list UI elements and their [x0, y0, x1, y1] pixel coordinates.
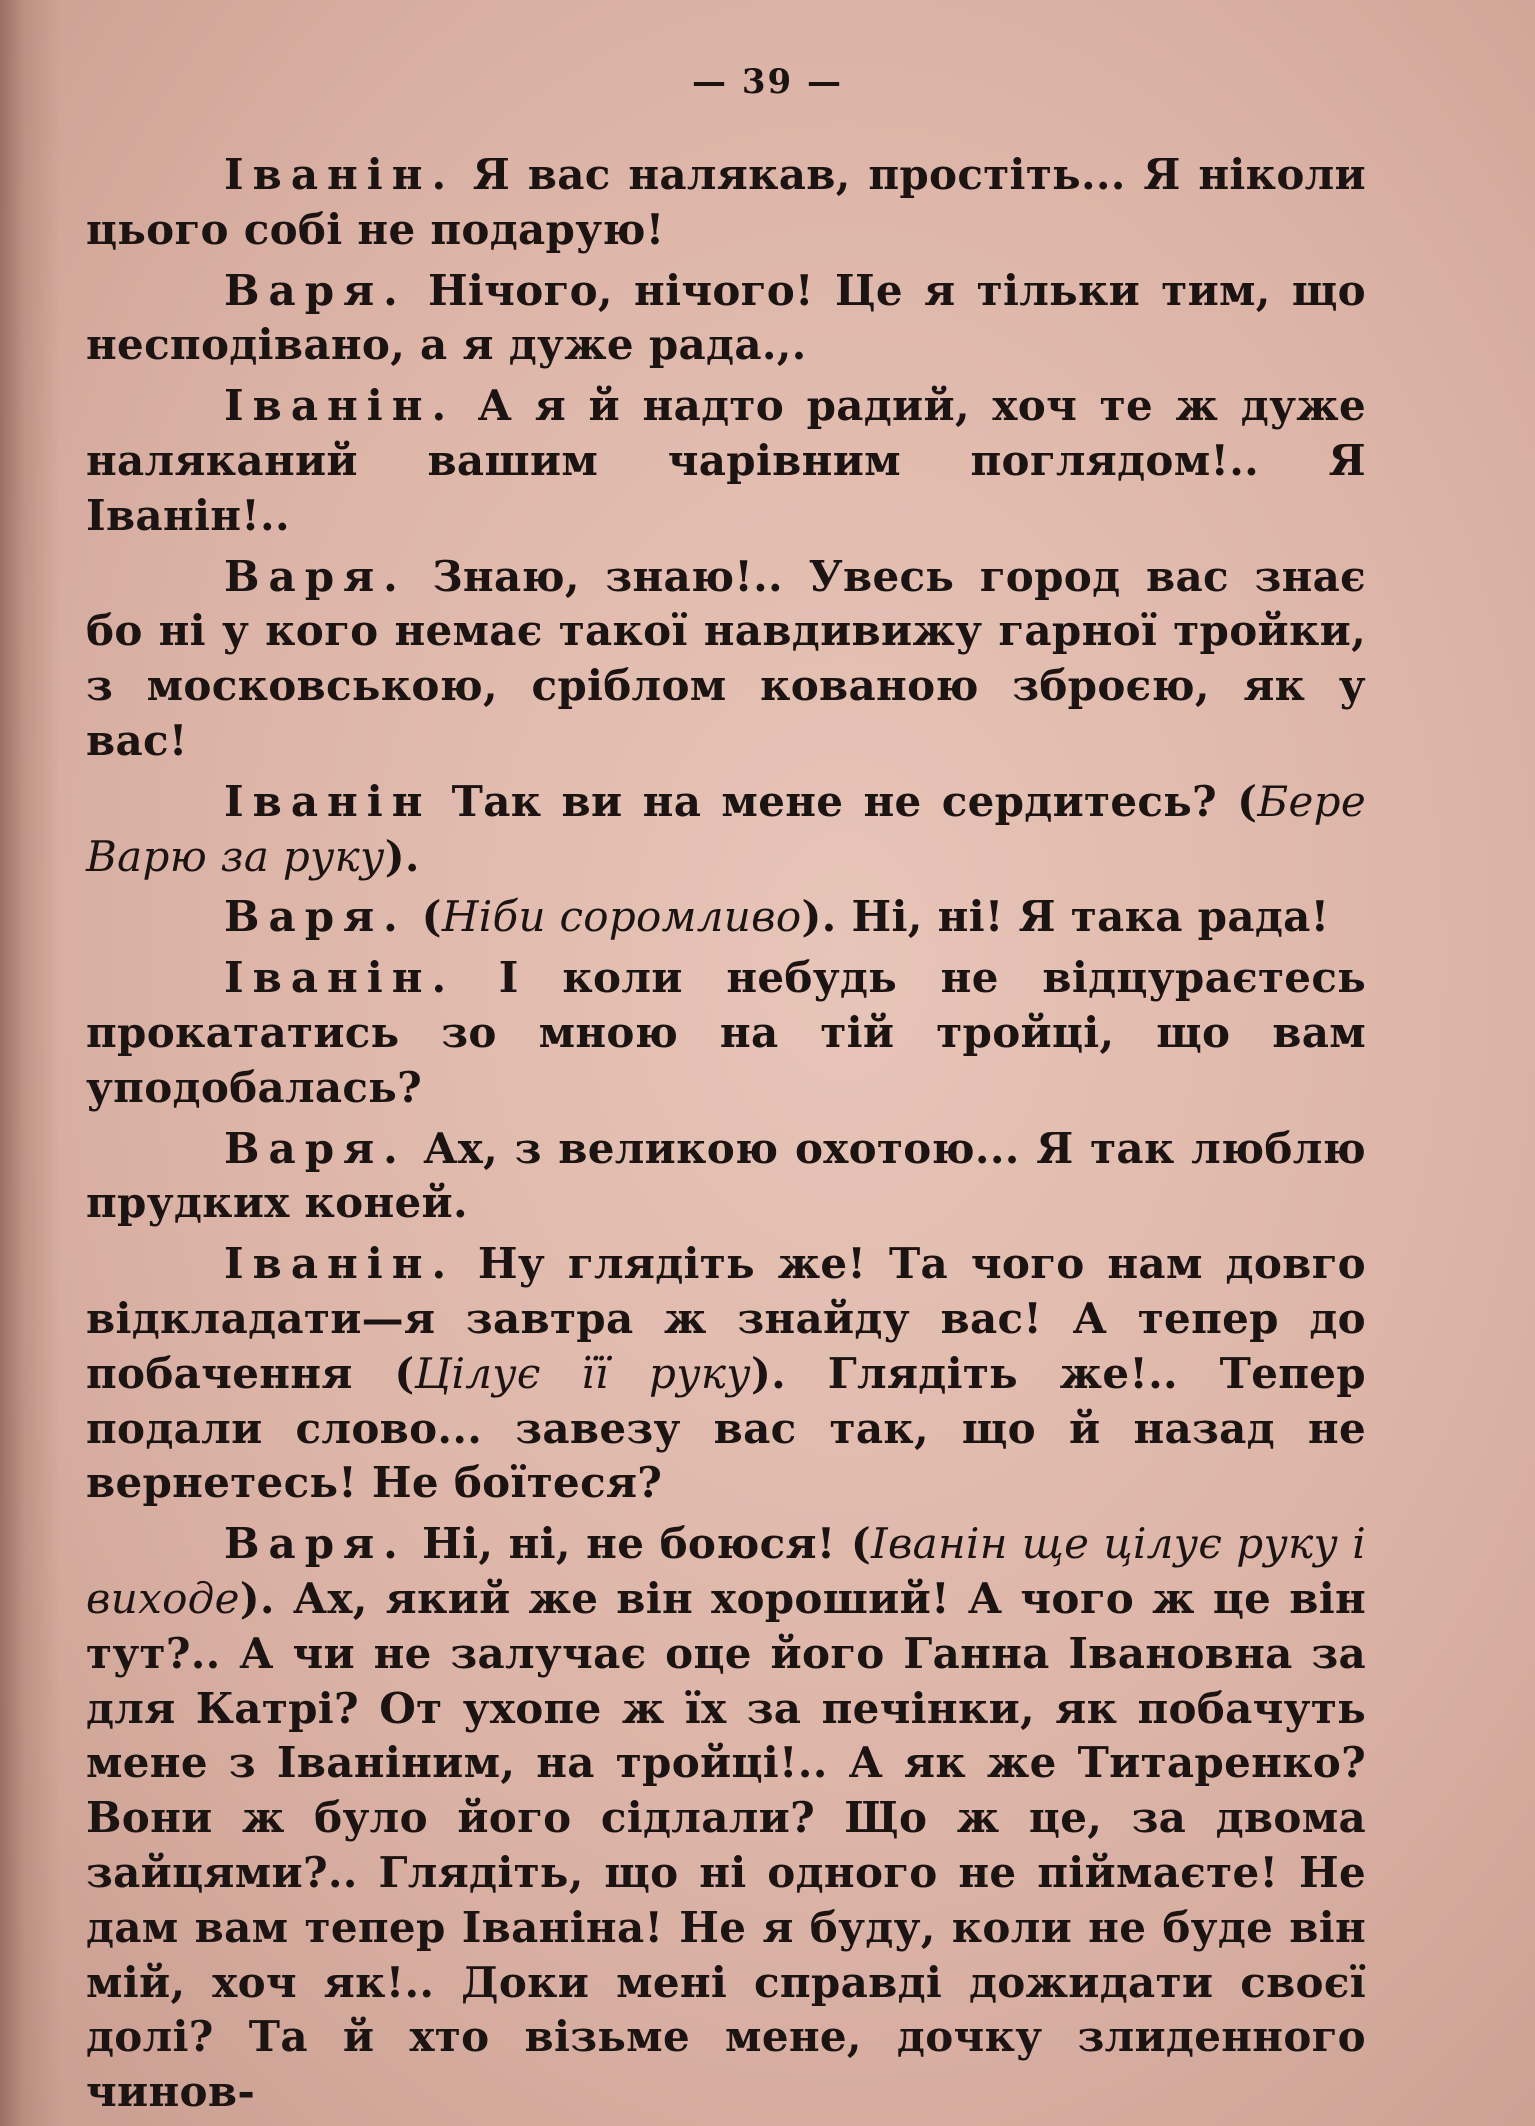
dialogue-text: ). Глядіть же!.. Тепер подали слово... завезу вас так, що й назад не вернетесь! Не боїтеся?: [86, 1348, 1366, 1508]
speaker-name: Варя.: [224, 1519, 407, 1569]
dialogue-text: Знаю, знаю!.. Увесь город вас знає бо ні у кого немає такої навдивижу гарної тройки, з московською, сріблом кованою зброєю, як у вас!: [86, 551, 1366, 765]
dialogue-paragraph: [86, 1122, 1366, 1232]
speaker-name: Іванін.: [224, 1239, 456, 1289]
dialogue-text: (: [406, 892, 442, 942]
dialogue-text: ). Ні, ні! Я така рада!: [801, 892, 1330, 942]
dialogue-paragraph: [86, 264, 1366, 374]
stage-direction: Бере Варю за руку: [86, 776, 1366, 881]
dialogue-text: Так ви на мене не сердитесь? (: [431, 776, 1258, 826]
dialogue-text: Ах, з великою охотою... Я так люблю прудких коней.: [86, 1123, 1366, 1228]
play-text: [86, 148, 1366, 2126]
dialogue-paragraph: [86, 1517, 1366, 2120]
speaker-name: Варя.: [224, 551, 407, 601]
binding-shadow: [0, 0, 60, 2126]
speaker-name: Іванін.: [224, 381, 456, 431]
dialogue-paragraph: [86, 775, 1366, 885]
dialogue-paragraph: [86, 379, 1366, 543]
dialogue-paragraph: [86, 890, 1366, 945]
stage-direction: Іванін ще цілує руку і виходе: [86, 1519, 1366, 1623]
speaker-name: Іванін.: [224, 953, 456, 1003]
dialogue-text: Ні, ні, не боюся! (: [406, 1519, 872, 1569]
dialogue-text: І коли небудь не відцураєтесь прокататись зо мною на тій тройці, що вам уподобалась?: [86, 953, 1366, 1112]
stage-direction: Ніби соромливо: [441, 892, 802, 942]
speaker-name: Варя.: [224, 892, 407, 942]
speaker-name: Варя.: [224, 265, 407, 315]
dialogue-paragraph: [86, 951, 1366, 1115]
speaker-name: Іванін.: [224, 150, 456, 199]
page-number: — 39 —: [692, 62, 843, 102]
dialogue-text: ).: [384, 831, 420, 881]
dialogue-paragraph: [86, 1237, 1366, 1511]
dialogue-text: А я й надто радий, хоч те ж дуже наляканий вашим чарівним поглядом!.. Я Іванін!..: [86, 381, 1366, 540]
speaker-name: Варя.: [224, 1123, 407, 1173]
stage-direction: Цілує її руку: [414, 1348, 751, 1398]
speaker-name: Іванін: [224, 776, 432, 826]
dialogue-text: Ну глядіть же! Та чого нам довго відкладати—я завтра ж знайду вас! А тепер до побачення (: [86, 1239, 1366, 1398]
dialogue-text: Нічого, нічого! Це я тільки тим, що несподівано, а я дуже рада.,.: [86, 265, 1366, 370]
dialogue-text: ). Ах, який же він хороший! А чого ж це він тут?.. А чи не залучає оце його Ганна Івановна за для Катрі? От ухопе ж їх за печінки, як побачуть мене з Іваніним, на тройці!.. А як же Титаренко? Вони ж було його сідлали? Що ж це, за двома зайцями?.. Глядіть, що ні одного не піймаєте! Не дам вам тепер Іваніна! Не я буду, коли не буде він мій, хоч як!.. Доки мені справді дожидати своєї долі? Та й хто візьме мене, дочку злиденного чинов-: [86, 1573, 1366, 2117]
dialogue-text: Я вас налякав, простіть... Я ніколи цього собі не подарую!: [86, 150, 1366, 254]
dialogue-paragraph: [86, 148, 1366, 258]
dialogue-paragraph: [86, 550, 1366, 769]
